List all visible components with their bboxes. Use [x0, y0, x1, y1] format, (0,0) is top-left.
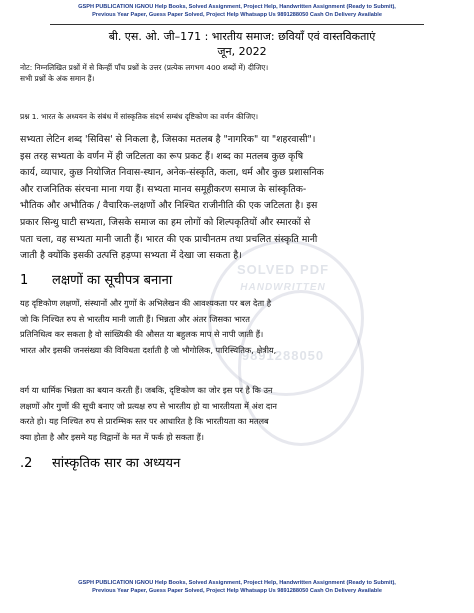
paragraph-line: जाती है क्योंकि इसकी उत्पत्ति हड़प्पा सभ्यता में देखा जा सकता है। — [20, 250, 242, 262]
publisher-header-top — [10, 3, 464, 19]
paragraph-line: प्रतिनिधित्व कर सकता है वो सांख्यिकी की औसत या बहुलक माप से नापी जाती हैं। — [20, 329, 264, 340]
paragraph-line: और राजनितिक संरचना माना गया हैं। सभ्यता मानव समूहीकरण समाज के सांस्कृतिक- — [20, 183, 307, 195]
paragraph-line: करते हो। यह निश्चित रुप से प्रारम्भिक स्तर पर आधारित है कि भारतीयता का मतलब — [20, 416, 269, 427]
paragraph-line: यह दृष्टिकोण लक्षणों, संस्थानों और गुणों के अभिलेखन की आवश्यकता पर बल देता है — [20, 298, 272, 308]
section-2-number: .2 — [20, 456, 33, 471]
note-line-1: नोट: निम्नलिखित प्रश्नों में से किन्हीं पाँच प्रश्नों के उत्तर (प्रत्येक लगभग 400 शब्दों में) दीजिए। — [20, 63, 269, 72]
section-1-paragraph-b — [20, 383, 452, 445]
paper-title-line-2: जून, 2022 — [217, 45, 267, 58]
publisher-header-bottom — [10, 579, 464, 595]
section-1-title: लक्षणों का सूचीपत्र बनाना — [52, 273, 173, 288]
paragraph-line: क्या होता है और इसमे यह विद्वानों के मत में फर्क हो सकता हैं। — [20, 431, 205, 442]
intro-paragraph — [20, 132, 452, 265]
paragraph-line: प्रकार सिन्धु घाटी सभ्यता, जिसके समाज का हम लोगों को शिल्पकृतियों और स्मारकों से — [20, 216, 311, 228]
paragraph-line: भौतिक और अभौतिक / वैचारिक-लक्षणों और निश्चित राजीनीति की एक जटिलता है। इस — [20, 200, 318, 212]
section-1-heading — [20, 272, 172, 290]
paragraph-line: भारत और इसकी जनसंख्या की विविधता दर्शाती है जो भौगोलिक, पारिस्थितिक, क्षेत्रीय, — [20, 344, 277, 355]
section-2-heading — [20, 455, 180, 473]
watermark-text-1: SOLVED PDF — [236, 262, 330, 277]
instructions-note — [20, 62, 450, 84]
paper-title-line-1: बी. एस. ओ. जी–171 : भारतीय समाज: छवियाँ एवं वास्तविकताएं — [108, 30, 376, 43]
paragraph-line: सभ्यता लेटिन शब्द 'सिविस' से निकला है, जिसका मतलब है "नागरिक" या "शहरवासी"। — [20, 134, 316, 145]
section-1-paragraph-a — [20, 296, 452, 358]
note-line-2: सभी प्रश्नों के अंक समान हैं। — [20, 74, 95, 83]
paragraph-line: लक्षणों और गुणों की सूची बनाए जो प्रत्यक्ष रुप से भारतीय हो या भारतीयता में अंश दान — [20, 400, 277, 411]
paragraph-line: इस तरह सभ्यता के वर्णन में ही जटिलता का रूप प्रकट हैं। शब्द का मतलब कुछ कृषि — [20, 150, 304, 162]
section-2-title: सांस्कृतिक सार का अध्ययन — [52, 456, 181, 471]
watermark-text-2: HANDWRITTEN — [240, 282, 326, 293]
watermark-text-3: 9891288050 — [241, 348, 325, 363]
paper-title — [30, 29, 454, 59]
header-divider — [50, 24, 424, 25]
paragraph-line: कार्य, व्यापार, कुछ नियोजित निवास-स्थान, अनेक-संस्कृति, कला, धर्म और कुछ प्रशासनिक — [20, 167, 324, 179]
paragraph-line: जो कि निश्चित रुप से भारतीय मानी जाती हैं। भिन्नता और अंतर जिसका भारत — [20, 313, 250, 324]
paragraph-line: पता चला, वह सभ्यता मानी जाती हैं। भारत की एक प्राचीनतम तथा प्रचलित संस्कृति मानी — [20, 233, 318, 245]
section-1-number: 1 — [20, 273, 29, 288]
header-bottom-line-1: GSPH PUBLICATION IGNOU Help Books, Solved Assignment, Project Help, Handwritten Assignment (Ready to Submit), — [78, 580, 396, 586]
paragraph-line: वर्ग या धार्मिक भिन्नता का बयान करती हैं। जबकि, दृष्टिकोण का जोर इस पर है कि उन — [20, 385, 273, 395]
header-top-line-1: GSPH PUBLICATION IGNOU Help Books, Solved Assignment, Project Help, Handwritten Assignment (Ready to Submit), — [78, 4, 396, 10]
question-1: प्रश्न 1. भारत के अध्ययन के संबंध में सांस्कृतिक संदर्भ सम्बंध दृष्टिकोण का वर्णन कीजिए। — [20, 112, 259, 121]
header-top-line-2: Previous Year Paper, Guess Paper Solved, Project Help Whatsapp Us 9891288050 Cash On Delivery Available — [92, 12, 382, 18]
header-bottom-line-2: Previous Year Paper, Guess Paper Solved, Project Help Whatsapp Us 9891288050 Cash On Delivery Available — [92, 588, 382, 594]
